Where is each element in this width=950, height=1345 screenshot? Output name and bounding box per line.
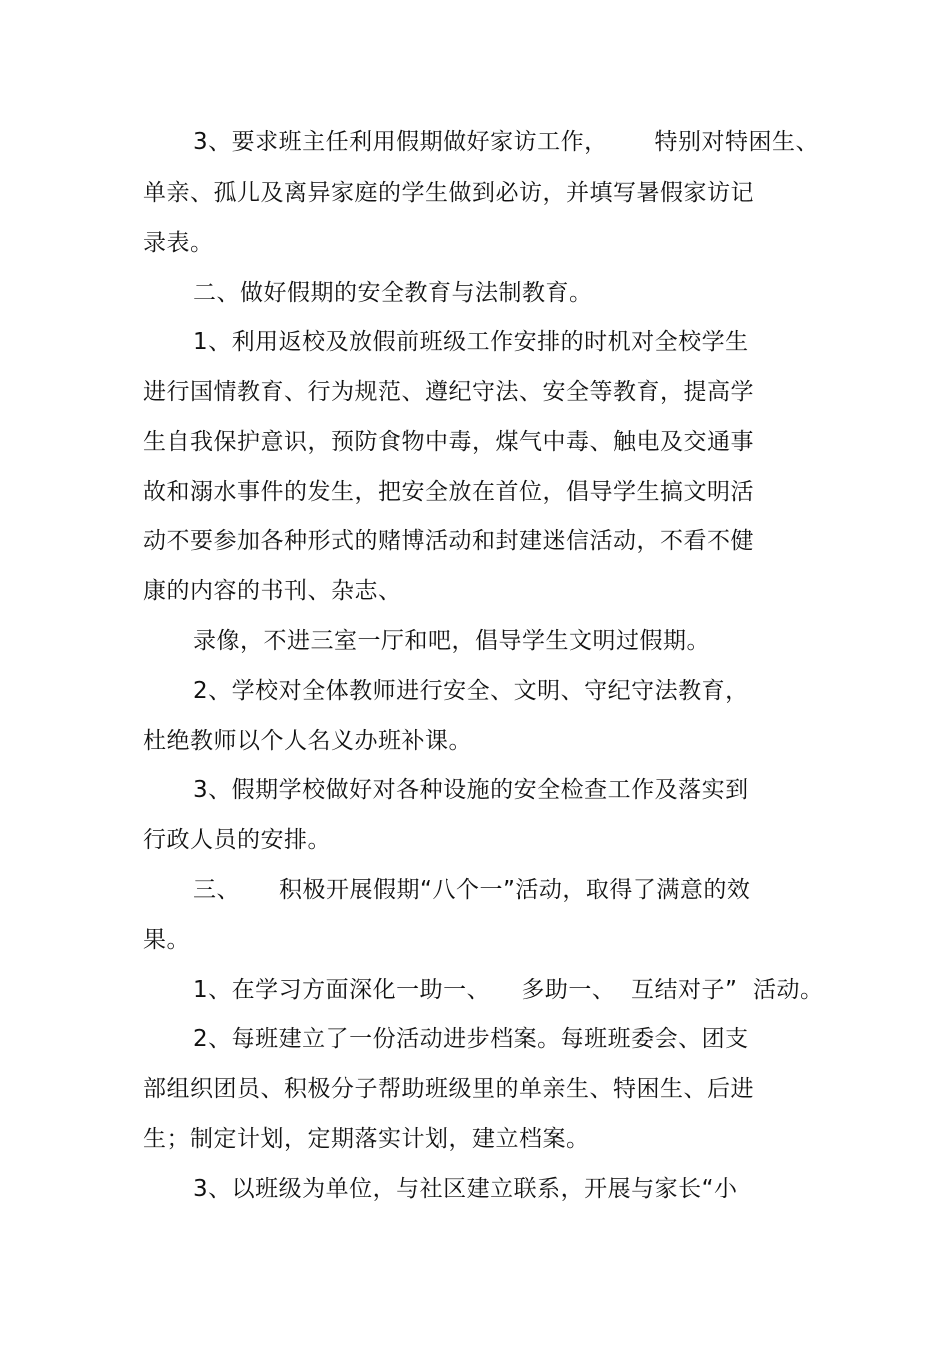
paragraph-line: 2、每班建立了一份活动进步档案。每班班委会、团支: [193, 1026, 749, 1052]
paragraph-line: 动不要参加各种形式的赌博活动和封建迷信活动，不看不健: [143, 528, 754, 554]
paragraph-line: 杜绝教师以个人名义办班补课。: [143, 728, 472, 754]
paragraph-line: 3、要求班主任利用假期做好家访工作， 特别对特困生、: [193, 129, 819, 155]
section-heading: 果。: [143, 927, 190, 953]
paragraph-line: 3、假期学校做好对各种设施的安全检查工作及落实到: [193, 777, 749, 803]
paragraph-line: 3、以班级为单位，与社区建立联系，开展与家长“小: [193, 1176, 738, 1202]
paragraph-line: 康的内容的书刊、杂志、: [143, 578, 402, 604]
paragraph-line: 单亲、孤儿及离异家庭的学生做到必访，并填写暑假家访记: [143, 180, 754, 206]
paragraph-line: 行政人员的安排。: [143, 827, 331, 853]
paragraph-line: 1、利用返校及放假前班级工作安排的时机对全校学生: [193, 329, 749, 355]
paragraph-line: 部组织团员、积极分子帮助班级里的单亲生、特困生、后进: [143, 1076, 754, 1102]
paragraph-line: 1、在学习方面深化一助一、 多助一、 互结对子” 活动。: [193, 977, 824, 1003]
section-heading: 三、 积极开展假期“八个一”活动，取得了满意的效: [193, 877, 751, 903]
paragraph-line: 2、学校对全体教师进行安全、文明、守纪守法教育，: [193, 678, 749, 704]
section-heading: 二、做好假期的安全教育与法制教育。: [193, 280, 593, 306]
paragraph-line: 进行国情教育、行为规范、遵纪守法、安全等教育，提高学: [143, 379, 754, 405]
paragraph-line: 录像，不进三室一厅和吧，倡导学生文明过假期。: [193, 628, 710, 654]
paragraph-line: 生自我保护意识，预防食物中毒，煤气中毒、触电及交通事: [143, 429, 754, 455]
paragraph-line: 生；制定计划，定期落实计划，建立档案。: [143, 1126, 590, 1152]
paragraph-line: 录表。: [143, 230, 214, 256]
paragraph-line: 故和溺水事件的发生，把安全放在首位，倡导学生搞文明活: [143, 479, 754, 505]
